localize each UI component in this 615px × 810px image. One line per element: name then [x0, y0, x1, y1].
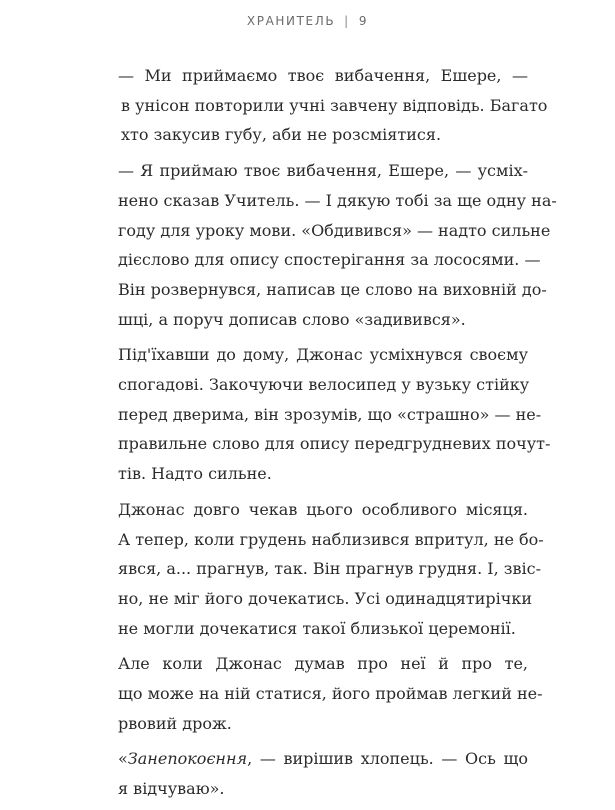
text-line: правильне слово для опису передгрудневих почут- — [118, 434, 551, 454]
text-line: рвовий дрож. — [118, 713, 232, 733]
text-line: в унісон повторили учні завчену відповідь. Багато — [121, 95, 548, 115]
body-text — [118, 61, 557, 810]
text-line: дієслово для опису спостерігання за лососями. — — [118, 250, 541, 270]
text-line: що може на ній статися, його проймав легкий не- — [118, 684, 543, 704]
text-line: хто закусив губу, аби не розсміятися. — [121, 125, 442, 145]
text-line: но, не міг його дочекатись. Усі одинадцятирічки — [118, 588, 532, 608]
text-line: году для уроку мови. «Обдивився» — надто сильне — [118, 220, 551, 240]
text-line: шці, а поруч дописав слово «задивився». — [118, 309, 466, 329]
paragraph — [118, 649, 543, 738]
book-title: ХРАНИТЕЛЬ — [246, 14, 336, 28]
text-line — [118, 744, 528, 774]
text-line: не могли дочекатися такої близької церемонії. — [118, 618, 516, 638]
page-number: 9 — [358, 14, 369, 28]
text-line: Джонас довго чекав цього особливого місяця. — [118, 499, 528, 519]
text-line: — Я приймаю твоє вибачення, Ешере, — усміх- — [118, 161, 528, 181]
text-line: А тепер, коли грудень наблизився впритул, не бо- — [118, 529, 544, 549]
text-line: Але коли Джонас думав про неї й про те, — [118, 654, 528, 674]
paragraph — [118, 156, 557, 334]
paragraph — [118, 340, 551, 489]
paragraph — [118, 495, 544, 644]
header-separator: | — [344, 14, 350, 28]
text-line: явся, а... прагнув, так. Він прагнув грудня. І, звіс- — [118, 559, 542, 579]
text-line: Під'їхавши до дому, Джонас усміхнувся своєму — [118, 345, 528, 365]
text-fragment: , — вирішив хлопець. — Ось що — [247, 749, 528, 769]
text-line: нено сказав Учитель. — І дякую тобі за ще одну на- — [118, 190, 557, 210]
text-line: я відчуваю». — [118, 779, 225, 799]
italic-word: Занепокоєння — [127, 749, 248, 769]
running-head — [0, 14, 615, 28]
text-line: тів. Надто сильне. — [118, 464, 272, 484]
text-line: — Ми приймаємо твоє вибачення, Ешере, — — [118, 66, 528, 85]
text-line: перед дверима, він зрозумів, що «страшно» — не- — [118, 404, 542, 424]
quote-mark: « — [118, 749, 128, 769]
text-line: спогадові. Закочуючи велосипед у вузьку стійку — [118, 375, 530, 395]
paragraph — [118, 61, 548, 150]
text-line: Він розвернувся, написав це слово на виховній до- — [118, 279, 547, 299]
paragraph — [118, 744, 528, 803]
